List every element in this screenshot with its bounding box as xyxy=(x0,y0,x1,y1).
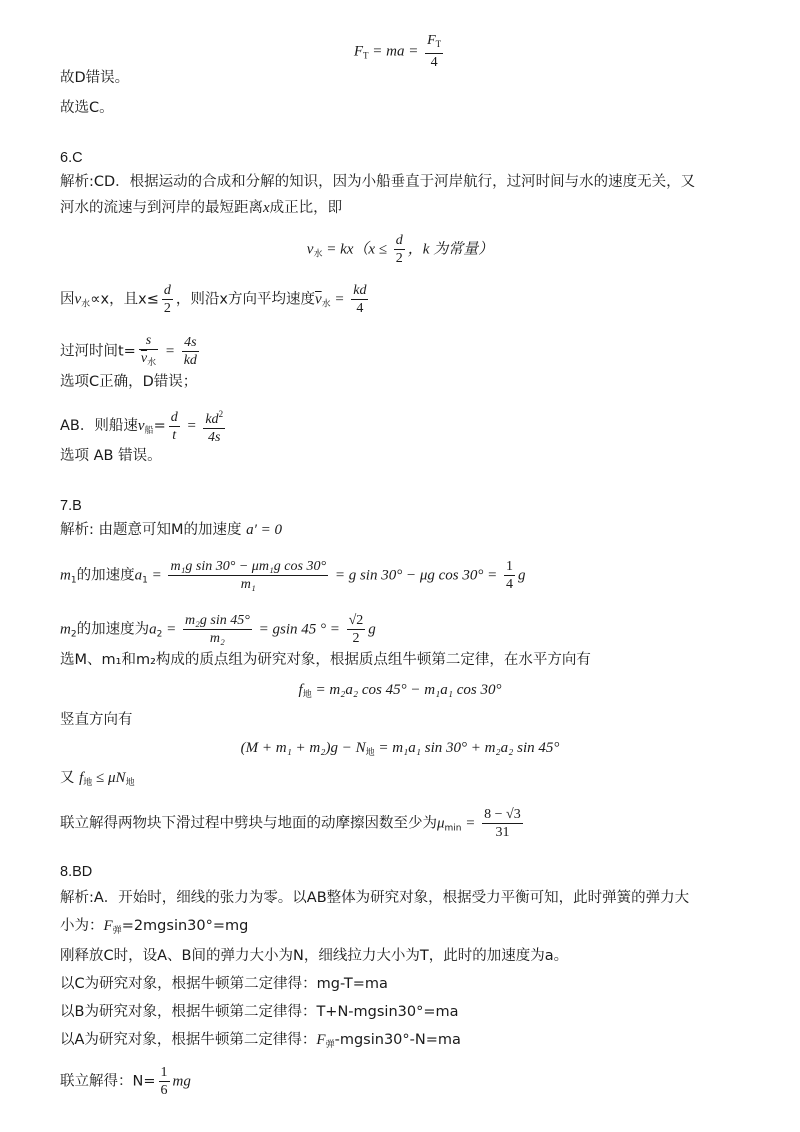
frac-sup: 2 xyxy=(218,409,224,419)
eq-sub: min xyxy=(444,823,462,834)
text-line xyxy=(60,612,376,647)
text-run: 因 xyxy=(60,291,75,308)
eq-text: = xyxy=(162,621,180,638)
math-expr: a′ = 0 xyxy=(246,522,283,538)
frac-num: 1 xyxy=(160,1065,168,1080)
text-run: AB．则船速 xyxy=(60,418,138,434)
frac-den: 4s xyxy=(207,430,221,445)
q7-equation-1 xyxy=(0,680,800,705)
math-var: g xyxy=(368,621,376,638)
frac-den: t xyxy=(172,427,177,443)
text-line: 选M、m₁和m₂构成的质点组为研究对象，根据质点组牛顿第二定律，在水平方向有 xyxy=(60,652,591,668)
eq-text: = xyxy=(161,343,179,360)
q6-heading: 6.C xyxy=(60,150,83,166)
q6-equation-1 xyxy=(0,232,800,267)
math-var: x xyxy=(263,200,270,216)
frac-den: 31 xyxy=(495,825,510,840)
math-var: m xyxy=(60,567,71,584)
text-line: 竖直方向有 xyxy=(60,712,133,728)
eq-text: F xyxy=(353,43,364,60)
text-run: 联立解得两物块下滑过程中劈块与地面的动摩擦因数至少为 xyxy=(60,815,437,832)
frac-sub: 水 xyxy=(147,357,157,367)
math-var: g xyxy=(517,567,526,584)
frac-num: kd xyxy=(353,283,367,298)
eq-sub: 地 xyxy=(125,778,135,788)
eq-text: = ma = xyxy=(368,43,423,60)
frac-num: s xyxy=(139,332,158,350)
text-run: 解析: 由题意可知M的加速度 xyxy=(60,522,247,538)
frac-num: 4s xyxy=(182,334,199,352)
text-line xyxy=(60,520,282,540)
text-line: 故选C。 xyxy=(60,100,114,116)
text-line: 以C为研究对象，根据牛顿第二定律得：mg-T=ma xyxy=(60,976,388,992)
eq-text: = xyxy=(461,815,480,832)
eq-sub: 地 xyxy=(302,690,312,700)
math-var: $\overline{v}$ xyxy=(314,291,322,308)
frac-den: kd xyxy=(183,353,197,368)
eq-text: = g sin 30° − μg cos 30° = xyxy=(331,567,501,584)
text-run: 联立解得：N= xyxy=(60,1073,156,1090)
text-run: 河水的流速与到河岸的最短距离 xyxy=(60,200,263,216)
fraction xyxy=(183,612,252,647)
frac-num: d xyxy=(170,409,178,425)
eq-sub: 水 xyxy=(81,299,91,310)
text-line xyxy=(60,406,228,446)
text-line: 解析:CD．根据运动的合成和分解的知识，因为小船垂直于河岸航行，过河时间与水的速度无关，又 xyxy=(60,174,696,190)
frac-den: 2 xyxy=(163,301,171,316)
eq-text: ，k 为常量） xyxy=(407,241,494,258)
eq-sub: 弹 xyxy=(112,926,122,936)
fraction xyxy=(182,334,199,369)
fraction xyxy=(504,558,515,593)
text-run: 的加速度为 xyxy=(76,621,150,638)
text-run: 成正比，即 xyxy=(269,200,343,216)
frac-den: 2 xyxy=(395,251,403,266)
text-line: 选项 AB 错误。 xyxy=(60,448,162,464)
frac-den: 6 xyxy=(160,1083,168,1098)
fraction xyxy=(351,282,368,317)
fraction xyxy=(482,806,523,841)
eq-sub: 1 xyxy=(142,575,148,586)
eq-text: = gsin 45 ° = xyxy=(254,621,344,638)
frac-num: m₁g sin 30° − μm₁g cos 30° xyxy=(170,559,327,574)
text-line: 刚释放C时，设A、B间的弹力大小为N，细线拉力大小为T，此时的加速度为a。 xyxy=(60,948,569,964)
math-var: F xyxy=(103,918,113,934)
text-run: 小为： xyxy=(60,918,104,934)
text-run: ，则沿x方向平均速度 xyxy=(175,291,315,308)
text-line xyxy=(60,806,526,841)
math-var: v xyxy=(137,418,145,434)
text-run: -mgsin30°-N=ma xyxy=(334,1032,461,1048)
text-run: ∝x，且x≤ xyxy=(90,291,159,308)
fraction xyxy=(169,409,180,444)
eq-text: = xyxy=(182,418,201,434)
math-var: v xyxy=(74,291,82,308)
text-run: = xyxy=(153,418,166,434)
text-run: 以A为研究对象，根据牛顿第二定律得： xyxy=(60,1032,317,1048)
eq-text: = xyxy=(147,567,166,584)
eq-sub: 1 xyxy=(70,575,77,586)
frac-den: 4 xyxy=(505,577,513,592)
text-line: 故D错误。 xyxy=(60,70,130,86)
eq-text: v xyxy=(306,241,314,258)
eq-sub: 地 xyxy=(365,748,375,758)
frac-num: d xyxy=(163,283,171,298)
eq-sub: 船 xyxy=(144,426,154,436)
eq-sub: T xyxy=(363,50,369,61)
eq-sub: 水 xyxy=(313,249,323,260)
math-var: f xyxy=(298,682,303,698)
math-var: a xyxy=(149,621,157,638)
frac-num: kd xyxy=(205,412,219,427)
text-line xyxy=(60,1030,461,1055)
frac-num: m₂g sin 45° xyxy=(184,613,250,628)
q7-heading: 7.B xyxy=(60,498,82,514)
eq-text: = m₁a₁ sin 30° + m₂a₂ sin 45° xyxy=(374,740,560,756)
math-var: F xyxy=(316,1032,326,1048)
text-line xyxy=(60,282,371,317)
eq-sub: 弹 xyxy=(325,1040,335,1050)
frac-num: d xyxy=(395,233,403,248)
frac-den: m₂ xyxy=(209,631,225,646)
eq-text: = xyxy=(330,291,349,308)
math-var: μ xyxy=(437,815,445,832)
frac-sub: T xyxy=(435,39,442,49)
text-line xyxy=(60,916,248,941)
math-var: m xyxy=(60,621,71,638)
text-line: 解析:A．开始时，细线的张力为零。以AB整体为研究对象，根据受力平衡可知，此时弹簧的弹力大 xyxy=(60,890,690,906)
text-line xyxy=(60,768,135,793)
frac-den: $\overline{v}$ xyxy=(140,351,148,366)
text-line xyxy=(60,332,202,371)
eq-text: = m₂a₂ cos 45° − m₁a₁ cos 30° xyxy=(311,682,502,698)
text-line: 以B为研究对象，根据牛顿第二定律得：T+N-mgsin30°=ma xyxy=(60,1004,459,1020)
text-line xyxy=(60,1064,191,1099)
fraction xyxy=(394,232,405,267)
eq-text: (M + m₁ + m₂)g − N xyxy=(240,740,366,756)
frac-den: m₁ xyxy=(240,577,256,592)
eq-text: ≤ μN xyxy=(92,770,126,786)
eq-sub: 2 xyxy=(156,629,163,640)
fraction xyxy=(159,1064,170,1099)
frac-num: 1 xyxy=(505,559,513,574)
frac-den: 4 xyxy=(430,55,438,70)
fraction xyxy=(139,332,158,371)
math-var: a xyxy=(134,567,143,584)
eq-text: = kx（x ≤ xyxy=(322,241,391,258)
q8-heading: 8.BD xyxy=(60,864,93,880)
frac-den: 2 xyxy=(352,631,360,646)
eq-sub: 2 xyxy=(70,629,77,640)
fraction xyxy=(168,558,328,593)
math-var: f xyxy=(79,770,84,786)
eq-sub: 水 xyxy=(321,299,331,310)
frac-num: 8 − √3 xyxy=(484,807,521,822)
text-line xyxy=(60,558,525,593)
text-run: 的加速度 xyxy=(76,567,135,584)
eq-sub: 地 xyxy=(83,778,93,788)
fraction xyxy=(347,612,366,647)
text-run: =2mgsin30°=mg xyxy=(121,918,249,934)
text-line: 选项C正确，D错误； xyxy=(60,374,198,390)
frac-num: F xyxy=(427,33,436,48)
text-line xyxy=(60,198,342,218)
q7-equation-2 xyxy=(0,738,800,763)
math-var: mg xyxy=(172,1073,191,1090)
fraction xyxy=(425,32,443,71)
text-run: 又 xyxy=(60,770,80,786)
fraction xyxy=(162,282,173,317)
text-run: 过河时间t= xyxy=(60,343,136,360)
frac-num: √2 xyxy=(348,613,364,628)
top-equation xyxy=(0,32,800,71)
fraction xyxy=(203,406,225,446)
frac-den: 4 xyxy=(356,301,364,316)
